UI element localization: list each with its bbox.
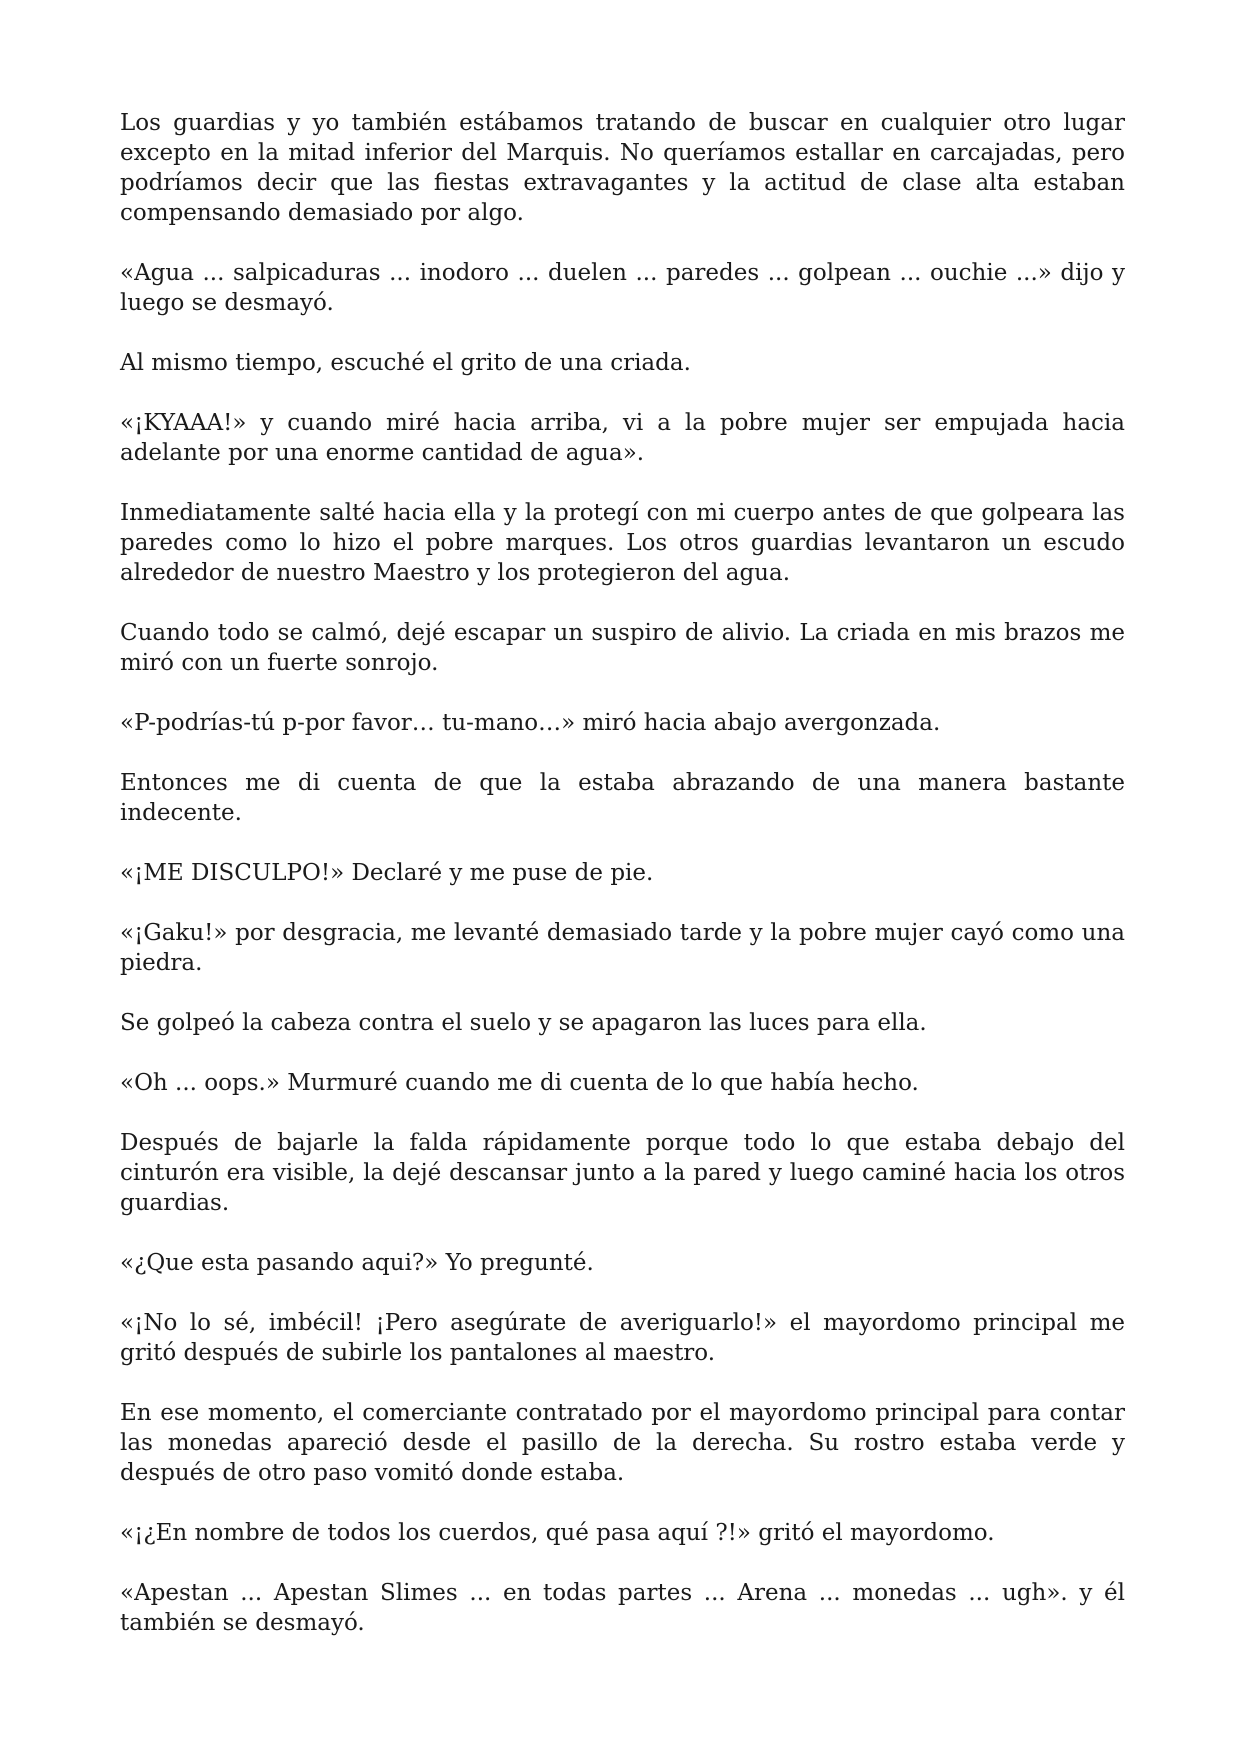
body-text <box>120 108 1125 1638</box>
paragraph-11: Se golpeó la cabeza contra el suelo y se apagaron las luces para ella. <box>120 1010 927 1036</box>
paragraph-1: Los guardias y yo también estábamos tratando de buscar en cualquier otro lugar excepto en la mitad inferior del Marquis. No queríamos estallar en carcajadas, pero podríamos decir que las fiestas extravagantes y la actitud de clase alta estaban compensando demasiado por algo. <box>120 110 1125 226</box>
paragraph-16: En ese momento, el comerciante contratado por el mayordomo principal para contar las monedas apareció desde el pasillo de la derecha. Su rostro estaba verde y después de otro paso vomitó donde estaba. <box>120 1400 1125 1486</box>
paragraph-4: «¡KYAAA!» y cuando miré hacia arriba, vi a la pobre mujer ser empujada hacia adelante por una enorme cantidad de agua». <box>120 410 1125 466</box>
paragraph-6: Cuando todo se calmó, dejé escapar un suspiro de alivio. La criada en mis brazos me miró con un fuerte sonrojo. <box>120 620 1125 676</box>
paragraph-17: «¡¿En nombre de todos los cuerdos, qué pasa aquí ?!» gritó el mayordomo. <box>120 1520 995 1546</box>
paragraph-14: «¿Que esta pasando aqui?» Yo pregunté. <box>120 1250 594 1276</box>
paragraph-18: «Apestan ... Apestan Slimes ... en todas partes ... Arena ... monedas ... ugh». y él también se desmayó. <box>120 1580 1125 1636</box>
paragraph-8: Entonces me di cuenta de que la estaba abrazando de una manera bastante indecente. <box>120 770 1125 826</box>
paragraph-2: «Agua ... salpicaduras ... inodoro ... duelen ... paredes ... golpean ... ouchie ...» dijo y luego se desmayó. <box>120 260 1125 316</box>
paragraph-12: «Oh ... oops.» Murmuré cuando me di cuenta de lo que había hecho. <box>120 1070 919 1096</box>
paragraph-10: «¡Gaku!» por desgracia, me levanté demasiado tarde y la pobre mujer cayó como una piedra. <box>120 920 1125 976</box>
paragraph-7: «P-podrías-tú p-por favor… tu-mano…» miró hacia abajo avergonzada. <box>120 710 941 736</box>
paragraph-5: Inmediatamente salté hacia ella y la protegí con mi cuerpo antes de que golpeara las paredes como lo hizo el pobre marques. Los otros guardias levantaron un escudo alrededor de nuestro Maestro y los protegieron del agua. <box>120 500 1125 586</box>
paragraph-13: Después de bajarle la falda rápidamente porque todo lo que estaba debajo del cinturón era visible, la dejé descansar junto a la pared y luego caminé hacia los otros guardias. <box>120 1130 1125 1216</box>
paragraph-3: Al mismo tiempo, escuché el grito de una criada. <box>120 350 691 376</box>
paragraph-15: «¡No lo sé, imbécil! ¡Pero asegúrate de averiguarlo!» el mayordomo principal me gritó después de subirle los pantalones al maestro. <box>120 1310 1125 1366</box>
paragraph-9: «¡ME DISCULPO!» Declaré y me puse de pie. <box>120 860 654 886</box>
